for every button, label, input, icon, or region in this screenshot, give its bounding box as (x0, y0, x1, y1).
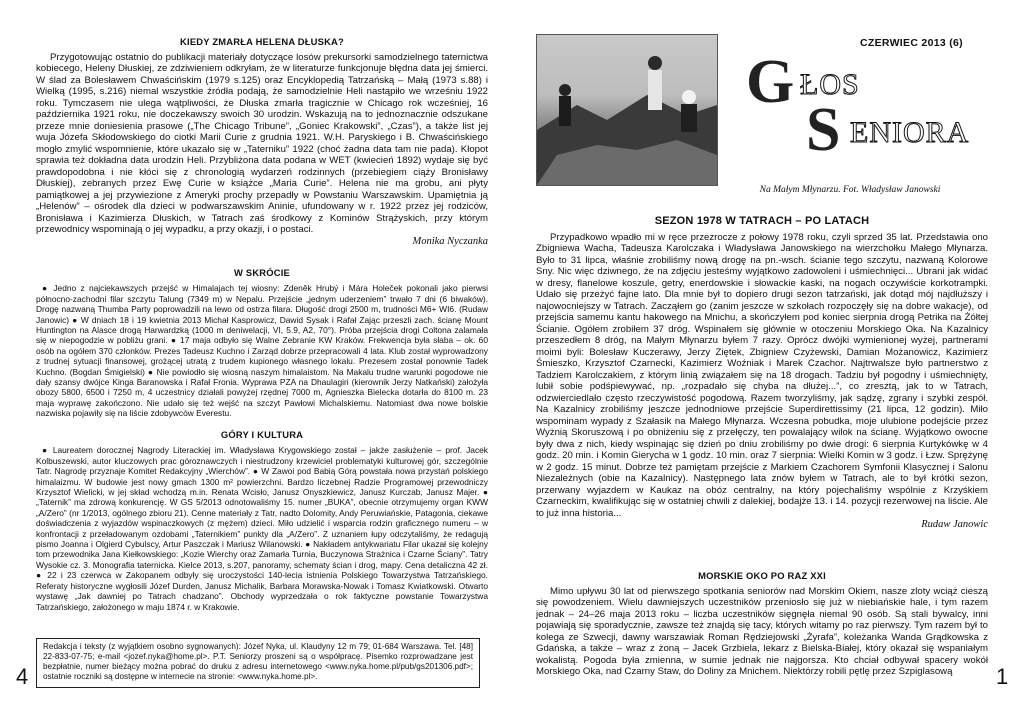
left-article-helena (36, 36, 488, 247)
editorial-footer-box (36, 638, 480, 688)
photo (536, 34, 718, 186)
footer-text: Redakcja i teksty (z wyjątkiem osobno sygnowanych): Józef Nyka, ul. Klaudyny 12 m 79; 01-684 Warszawa. Tel. [48] 22-833-07-75; e-mail <jozef.nyka@home.pl>. P.T. Seniorzy proszeni są o współpracę. Pisemko rozprowadzane jest bezpłatnie, numer bieżący można pobrać do druku z adresu internetowego <www.nyka.home.pl/pub/gs201306.pdf>; ostatnie roczniki są dostępne w internecie na stronie: <www.nyka.home.pl>. (43, 642, 473, 681)
article-body: Mimo upływu 30 lat od pierwszego spotkania seniorów nad Morskim Okiem, nasze zloty wciąż cieszą się powodzeniem. Wielu dawniejszych uczestników przeniosło się już w niebiańskie hale, i tym razem jednak – 24–26 maja 2013 roku – liczba uczestników sięgnęła niemal 90 osób. Są stali bywalcy, inni pojawiają się sporadycznie, zawsze też znajdą się tacy, których witamy po raz pierwszy. Tym razem był to kolega ze Szwecji, dawny warszawiak Roman Rędziejowski „Żyrafa”, koleżanka Wanda Grądkowska z Gdańska, a także – wraz z żoną – Jacek Grzbiela, lekarz z Bielska-Białej, który okazał się wspaniałym wokalistą. Pogoda była zmienna, w sumie jednak nie najgorsza. Kto chciał odbywał spacery wokół Morskiego Oka, nad Czarny Staw, do Doliny za Mnichem. Niektórzy robili pętlę przez Szpiglasową (536, 585, 988, 677)
issue-date: CZERWIEC 2013 (6) (860, 37, 963, 49)
masthead-s: S (806, 96, 841, 164)
mountain-photo-illustration (537, 35, 717, 185)
article-body: ● Jedno z najciekawszych przejść w Himalajach tej wiosny: Zdeněk Hrubý i Mára Holeček pokonali jako pierwsi północno-zachodni filar szczytu Talung (7349 m) w Nepalu. Przejście „jednym uderzeniem” trwało 7 dni (6 biwaków). Drogę nazwaną Thumba Party poprowadzili na lewo od ostrza filara. Długość drogi 2500 m, trudności M6+ WI6. (Rudaw Janowic) ● W dniach 18 i 19 kwietnia 2013 Michał Kasprowicz, Dawid Sysak i Rafał Zając przeszli zach. ścianę Mount Huntington na Alasce drogą Harwardzką (1000 m deniwelacji, VI, 5.9, A2, 70°). Próba przejścia drogi Coltona zalamała się w niepogodzie w pobliżu grani. ● 17 maja odbyło się Walne Zebranie KW Kraków. Frekwencja była słaba – ok. 60 osób na ogółem 370 członków. Prezes Tadeusz Kuchno i Zarząd dobrze przepracowali 4 lata. Klub został wyprowadzony z trudnej sytuacji finansowej, grożącej utratą z trudem kupionego własnego lokalu. Prezesem został ponownie Tadek Kuchno. (Bogdan Śmigielski) ● Nie powiodło się wiosną naszym himalaistom. Na Makalu trudne warunki pogodowe nie dały szansy dwójce Kinga Baranowska i Rafał Fronia. Wyprawa PZA na Dhaulagiri (kierownik Jerzy Natkański) założyła obozy 5800, 6500 i 7250 m, 4 uczestnicy działali powyżej rzędnej 7000 m, Agnieszka Bielecka dotarła do 8100 m. 23 maja wyprawę zakończono. Nie udało się też wejść na szczyt Pawłowi Michalskiemu. Natomiast dwa nowe bolskie nazwiska pojawiły się na liście zdobywców Everestu. (36, 283, 488, 419)
article-body: ● Laureatem dorocznej Nagrody Literackiej im. Władysława Krygowskiego został – jakże zasłużenie – prof. Jacek Kolbuszewski, autor kluczowych prac góroznawczych i niestrudzony krzewiciel problematyki kulturowej gór, szczególnie Tatr. Nagrodę przyznaje Komitet Redakcyjny „Wierchów”. ● W Zawoi pod Babią Górą powstała nowa przystań polskiego himalaizmu. W budowie jest nowy gmach 1300 m² powierzchni. Bardzo liczebnej Radzie Programowej przewodniczy Krzysztof Wielicki, w jej skład wchodzą m.in. Renata Wcisło, Janusz Onyszkiewicz, Janusz Kurczab, Janusz Majer. ● „Taternik” ma zdrową konkurencję. W GS 5/2013 odnotowaliśmy 15. numer „BUKA”, obecnie otrzymujemy organ KWW „A/Zero” (nr 1/2013, ogólnego zbioru 21). Cenne materiały z Tatr, nadto Dolomity, Andy Peruwiańskie, Patagonia, ciekawe doświadczenia z wyjazdów wspinaczkowych (z mężem) dzieci. Miło udzielić i wsparcia rodzin graficznego numeru – w konfrontacji z przeładowanym ozdobami „Taternikiem” punkty dla „A/Zero”. Z uznaniem łupy odczytaliśmy, że redagują pismo Joanna i Olgierd Cybulscy, Artur Paszczak i Mariusz Wilanowski. ● Nakładem antykwariatu Filar ukazał się kolejny tom przewodnika Jana Kiełkowskiego: „Kozie Wierchy oraz Zamarła Turnia, Buczynowa Strażnica i Czarne Ściany”. Tatry Wysokie cz. 3. Monografia taternicka. Kielce 2013, s.207, panoramy, schematy ścian i drog, mapy. Cena detaliczna 42 zł. ● 22 i 23 czerwca w Zakopanem odbyły się uroczystości 140-lecia istnienia Polskiego Towarzystwa Tatrzańskiego. Referaty historyczne wygłosili Józef Durden, Janusz Michalik, Barbara Morawska-Nowak i Tomasz Kwiatkowski. Otwarto wystawę „Jak dawniej po Tatrach chadzano”. Obchody wyprzedzała o rok faktyczne powstanie Towarzystwa Tatrzańskiego, założonego w maju 1874 r. w Krakowie. (36, 445, 488, 612)
right-article-morskie-oko (536, 570, 988, 720)
page-number-right: 1 (996, 664, 1009, 689)
article-title: W SKRÓCIE (234, 267, 290, 278)
article-title: SEZON 1978 W TATRACH – PO LATACH (654, 215, 870, 227)
page-number-left: 4 (16, 664, 29, 689)
article-body: Przygotowując ostatnio do publikacji materiały dotyczące losów prekursorki samodzielnego taternictwa kobiecego, Heleny Dłuskiej, ze zdziwieniem odkryłam, że w literaturze funkcjonuje błędna data jej śmierci. W ślad za Bolesławem Chwaścińskim (1979 s.125) oraz Encyklopedią Tatrzańską – Małą (1973 s.88) i Wielką (1995, s.216) niemal wszystkie źródła podają, że samodzielnie Heli nastąpiło we wrześniu 1922 roku. Tymczasem nie ulega wątpliwości, że Dłuska zmarła tragicznie w Chicago rok wcześniej, 16 października 1921 roku, nie doczekawszy swoich 30 urodzin. Wskazują na to jednoznacznie odszukane przeze mnie doniesienia prasowe („The Chicago Tribune”, „Goniec Krakowski”, „Czas”), a także list jej wuja Józefa Skłodowskiego do ciotki Marii Curie z grudnia 1921. W.H. Paryskiego i B. Chwaścińskiego mogło zmylić wspomnienie, które ukazało się w „Taterniku” 1922 (choć żadna data tam nie pada). Kłopot sprawia też dokładna data urodzin Heli. Przybliżona data podana w WET (kwiecień 1892) wydaje się być prawdopodobna i nie kłóci się z chronologią wydarzeń rodzinnych (przebiegiem ciąży Bronisławy Dłuskiej), zebranych przez Ewę Curie w książce „Maria Curie”. Helena nie ma grobu, ani płyty pamiątkowej a jej przywiezione z Ameryki prochy przepadły w Powstaniu Warszawskim. Upamiętnia ją „Helenów” – ośrodek dla dzieci w podwarszawskim Aninie, ufundowany w r. 1922 przez jej rodziców, Bronisława i Kazimierza Dłuskich, w Tatrach zaś środkowy z Kominów Strążyskich, przy którym przewodnicy wspominają o jej wypadku, a przy okazji, i o postaci. (36, 51, 488, 235)
article-title: KIEDY ZMARŁA HELENA DŁUSKA? (180, 36, 344, 47)
left-article-gory-i-kultura (36, 430, 488, 612)
left-article-w-skrocie (36, 268, 488, 419)
article-author: Rudaw Janowic (921, 519, 988, 530)
masthead-word-eniora: ENIORA (850, 116, 970, 149)
article-body: Przypadkowo wpadło mi w ręce przezrocze z połowy 1978 roku, czyli sprzed 35 lat. Przedstawia ono Zbigniewa Wacha, Tadeusza Karolczaka i Władysława Janowskiego na wierzchołku Małego Młynarza. Było to 31 lipca, właśnie zrobiliśmy nową drogę na pn.-wsch. ścianie tego szczytu, nazwaną Kolorowe Sny. Nic więc dziwnego, że na zdjęciu jesteśmy wyjątkowo zadowoleni i uśmiechnięci... Ubrani jak widać w dresy, flanelowe koszule, getry, enerdowskie i słowackie kaski, na nogach oczywiście korkotrampki. Udało się przeżyć fajne lato. Dla mnie był to dopiero drugi sezon tatrzański, jak dotąd mój najdłuższy i najowocniejszy w Tatrach. Zacząłem go (zanim jeszcze w szkołach rozpoczęły się na dobre wakacje), od przejścia samemu kantu hakowego na Mnichu, a skończyłem pod koniec sierpnia drogą Petrika na Żółtej Ścianie. Ogółem zrobiłem 37 dróg. Wspinałem się głównie w otoczeniu Morskiego Oka. Na Kazalnicy przeszedłem 8 dróg, na Małym Młynarzu byłem 7 razy. Oprócz dwójki wymienionej wyżej, partnerami moimi byli: Bolesław Kuczerawy, Jerzy Ziętek, Zbigniew Czyżewski, Damian Możanowicz, Kazimierz Śmieszko, Krzysztof Czarnecki, Kazimierz Woźniak i Marek Czachor. Najtrwalsze było partnerstwo z Tadziem Karolczakiem, z którym linią związałem się na 18 drogach. Tadziu był pogodny i uśmiechnięty, lubił sobie podśpiewywać, np. „rozpadało się chyba na dłużej...”, co zresztą, jak to w Tatrach, odzwierciedlało często rzeczywistość pogodową. Razem tworzyliśmy, jak sądzę, zgrany i szybki zespół. Na Kazalnicy zrobiliśmy jeszcze jednodniowe przejście Superdirettissimy (21 lipca, 12 godzin). Miło wspominam wypady z Szałasik na Małego Młynarza. Wczesna pobudka, moje ulubione podejście przez Wyżnią Skoruszową i po obniżeniu się z przełęczy, ten powalający wilok na ścianę. Wyjątkowo owocne były dwa z nich, kiedy wspinając się dzień po dniu zrobiliśmy po dwie drogi: 6 sierpnia Kurtykówkę w 4 godz. 20 min. i Komin Gierycha w 1 godz. 10 min. oraz 7 sierpnia: Wielki Komin w 3 godz. i Łzw. Sprężynę w 2 godz. 15 minut. Dobrze też pamiętam przejście z Markiem Czachorem Symfonii Klasycznej i Salonu Niezależnych (obie na Kazalnicy). Następnego lata znów byłem w Tatrach, ale to był krótki sezon, przerwany wyjazdem w Kaukaz na obóz centralny, na który pojechaliśmy wspólnie z Krzyśkiem Czarneckim, kwalifikując się w ostatniej chwili z dalekiej, bodajże 13. i 14. pozycji rezerwowej na liście. Ale to już inna historia... (536, 231, 988, 519)
masthead (746, 48, 996, 164)
photo-caption: Na Małym Młynarzu. Fot. Władysław Janowski (759, 185, 941, 195)
masthead-g: G (746, 48, 795, 116)
masthead-word-los: ŁOS (800, 68, 860, 101)
article-title: GÓRY I KULTURA (220, 429, 304, 440)
article-author: Monika Nyczanka (412, 235, 488, 247)
article-title: MORSKIE OKO PO RAZ XXI (698, 570, 826, 581)
right-article-sezon-1978 (536, 216, 988, 531)
